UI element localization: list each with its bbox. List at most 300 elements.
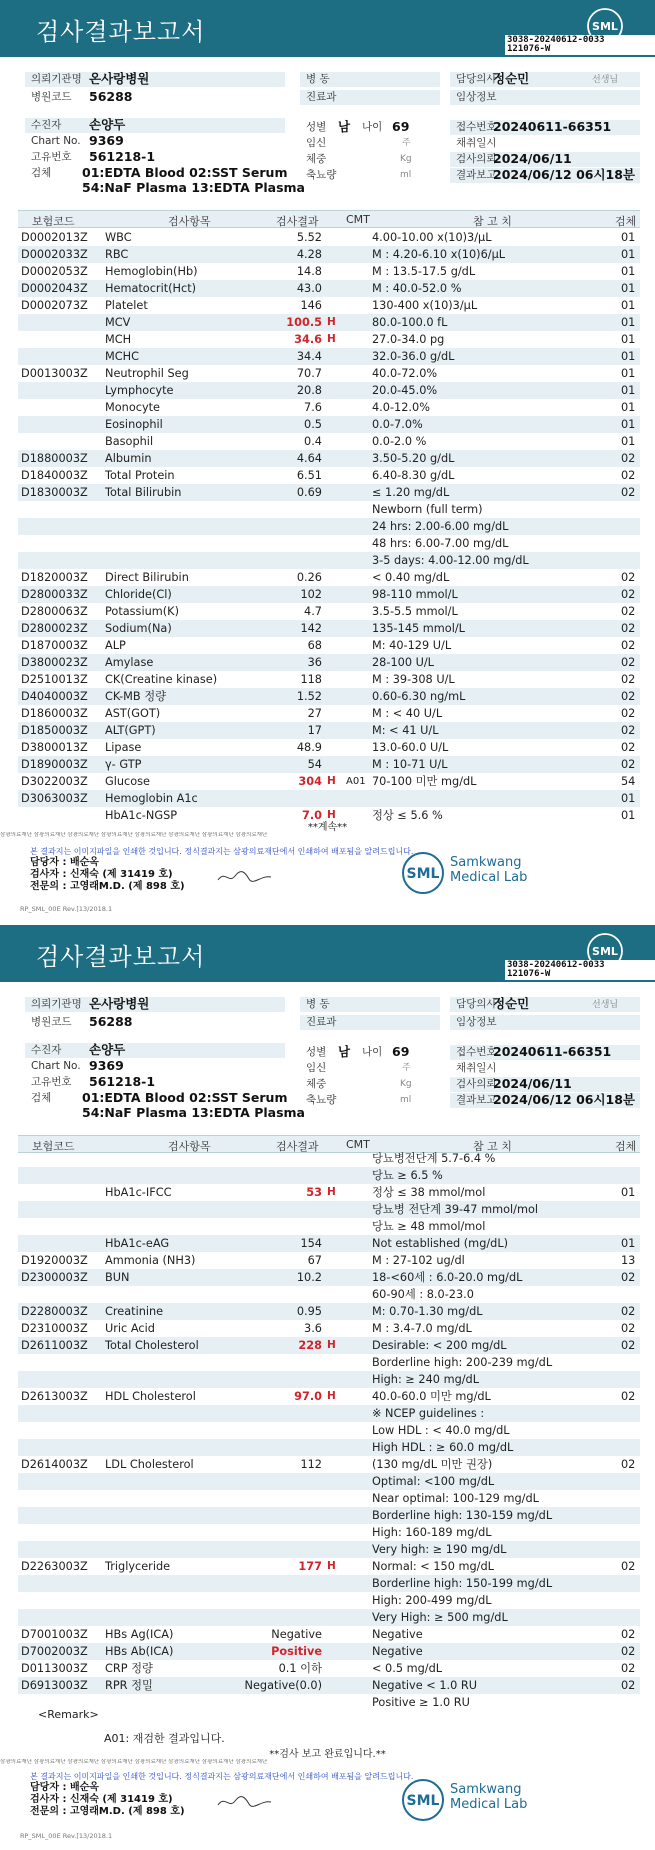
table-row bbox=[18, 1354, 640, 1371]
watermark-line: 삼광의료재단 삼광의료재단 삼광의료재단 삼광의료재단 삼광의료재단 삼광의료재단 삼광의료재단 삼광의료재단 bbox=[0, 832, 268, 838]
cell-result: 142 bbox=[300, 622, 322, 635]
table-row bbox=[18, 1473, 640, 1490]
cell-reference: 4.00-10.00 x(10)3/μL bbox=[372, 231, 492, 244]
cell-specimen: 02 bbox=[621, 1560, 636, 1573]
hospital-code-label: 병원코드 bbox=[31, 1016, 72, 1028]
cell-reference: 3.5-5.5 mmol/L bbox=[372, 605, 458, 618]
cell-specimen: 01 bbox=[621, 248, 636, 261]
cell-test-name: Total Cholesterol bbox=[105, 1339, 199, 1352]
cell-code: D2613003Z bbox=[21, 1390, 88, 1403]
signers: 담당자 : 배순옥 검사자 : 신재숙 (제 31419 호) 전문의 : 고영래M.D. (제 898 호) bbox=[30, 857, 185, 892]
cell-reference: Low HDL : < 40.0 mg/dL bbox=[372, 1424, 510, 1437]
table-row bbox=[18, 501, 640, 518]
table-row bbox=[18, 280, 640, 297]
table-row bbox=[18, 569, 640, 586]
cell-test-name: HbA1c-NGSP bbox=[105, 809, 178, 822]
cell-specimen: 01 bbox=[621, 792, 636, 805]
cell-test-name: HDL Cholesterol bbox=[105, 1390, 196, 1403]
cell-code: D3022003Z bbox=[21, 775, 88, 788]
cell-flag: H bbox=[327, 333, 336, 345]
cell-specimen: 01 bbox=[621, 1186, 636, 1199]
cell-test-name: Basophil bbox=[105, 435, 154, 448]
table-row bbox=[18, 365, 640, 382]
id-label: 고유번호 bbox=[31, 1076, 72, 1088]
cell-reference: 98-110 mmol/L bbox=[372, 588, 458, 601]
cell-flag: H bbox=[327, 1186, 336, 1198]
specimen-value-2: 54:NaF Plasma 13:EDTA Plasma bbox=[82, 180, 305, 195]
cell-reference: Borderline high: 200-239 mg/dL bbox=[372, 1356, 553, 1369]
cell-reference: 80.0-100.0 fL bbox=[372, 316, 448, 329]
table-row bbox=[18, 314, 640, 331]
cell-test-name: MCV bbox=[105, 316, 131, 329]
table-row bbox=[18, 1490, 640, 1507]
table-row bbox=[18, 1626, 640, 1643]
cell-specimen: 02 bbox=[621, 486, 636, 499]
report-date-label: 결과보고 bbox=[450, 168, 640, 183]
table-row bbox=[18, 756, 640, 773]
cell-code: D1870003Z bbox=[21, 639, 88, 652]
cell-specimen: 01 bbox=[621, 1237, 636, 1250]
cell-reference: 28-100 U/L bbox=[372, 656, 434, 669]
cell-reference: M : 40.0-52.0 % bbox=[372, 282, 462, 295]
cell-code: D7001003Z bbox=[21, 1628, 88, 1641]
clinical-label: 임상정보 bbox=[450, 90, 640, 105]
cell-reference: Not established (mg/dL) bbox=[372, 1237, 509, 1250]
svg-text:SML: SML bbox=[592, 945, 618, 958]
table-row bbox=[18, 1439, 640, 1456]
footer-code: RP_SML_00E Rev.[13/2018.1 bbox=[20, 1832, 113, 1840]
cell-result: 10.2 bbox=[296, 1271, 322, 1284]
cell-result: Positive bbox=[271, 1645, 322, 1658]
table-row bbox=[18, 1643, 640, 1660]
cell-reference: M : < 40 U/L bbox=[372, 707, 443, 720]
footer-code: RP_SML_00E Rev.[13/2018.1 bbox=[20, 905, 113, 913]
specimen-value-1: 01:EDTA Blood 02:SST Serum bbox=[82, 165, 288, 180]
table-row bbox=[18, 433, 640, 450]
sml-mark-icon bbox=[400, 850, 446, 896]
cell-result: 34.4 bbox=[296, 350, 322, 363]
cell-reference: Optimal: <100 mg/dL bbox=[372, 1475, 495, 1488]
cell-test-name: Creatinine bbox=[105, 1305, 164, 1318]
cell-test-name: Ammonia (NH3) bbox=[105, 1254, 196, 1267]
weight-unit: Kg bbox=[400, 154, 412, 164]
cell-result: 0.95 bbox=[296, 1305, 322, 1318]
request-label: 검사의뢰 bbox=[450, 1077, 640, 1092]
table-row bbox=[18, 1286, 640, 1303]
cell-specimen: 02 bbox=[621, 469, 636, 482]
patient-info bbox=[0, 995, 655, 1120]
table-row bbox=[18, 654, 640, 671]
table-row bbox=[18, 1337, 640, 1354]
cell-reference: High: ≥ 240 mg/dL bbox=[372, 1373, 480, 1386]
table-row bbox=[18, 1303, 640, 1320]
complete-marker: **검사 보고 완료입니다.** bbox=[269, 1749, 386, 1760]
cell-reference: 130-400 x(10)3/μL bbox=[372, 299, 478, 312]
cell-test-name: RPR 정밀 bbox=[105, 1679, 153, 1692]
cell-test-name: HbA1c-eAG bbox=[105, 1237, 170, 1250]
age-label: 나이 bbox=[362, 121, 383, 133]
cell-reference: M: < 41 U/L bbox=[372, 724, 439, 737]
receipt-label: 접수번호 bbox=[450, 1045, 640, 1060]
cell-code: D0002073Z bbox=[21, 299, 88, 312]
table-row bbox=[18, 1167, 640, 1184]
hospital-label: 의뢰기관명 bbox=[25, 997, 285, 1012]
table-row bbox=[18, 450, 640, 467]
urine-label: 축뇨량 bbox=[306, 1094, 337, 1106]
cell-code: D2510013Z bbox=[21, 673, 88, 686]
specimen-value-2: 54:NaF Plasma 13:EDTA Plasma bbox=[82, 1105, 305, 1120]
cell-test-name: ALT(GPT) bbox=[105, 724, 156, 737]
patient-label: 수진자 bbox=[25, 118, 285, 133]
cell-reference: ※ NCEP guidelines : bbox=[372, 1407, 485, 1420]
table-row bbox=[18, 263, 640, 280]
sml-mark-icon bbox=[400, 1777, 446, 1823]
lab-name: Samkwang Medical Lab bbox=[450, 855, 528, 885]
preg-unit: 주 bbox=[402, 1063, 411, 1073]
table-row bbox=[18, 467, 640, 484]
cell-specimen: 01 bbox=[621, 282, 636, 295]
table-row bbox=[18, 1320, 640, 1337]
cell-reference: M : 13.5-17.5 g/dL bbox=[372, 265, 476, 278]
cell-reference: 당뇨 ≥ 48 mmol/mol bbox=[372, 1220, 486, 1233]
cell-specimen: 02 bbox=[621, 690, 636, 703]
cell-reference: 3.50-5.20 g/dL bbox=[372, 452, 455, 465]
cell-reference: ≤ 1.20 mg/dL bbox=[372, 486, 450, 499]
cell-result: 118 bbox=[300, 673, 322, 686]
cell-test-name: CK-MB 정량 bbox=[105, 690, 167, 703]
cell-result: 70.7 bbox=[296, 367, 322, 380]
hospital-label: 의뢰기관명 bbox=[25, 72, 285, 87]
dept-label: 진료과 bbox=[300, 90, 440, 105]
table-row bbox=[18, 416, 640, 433]
cell-result: 154 bbox=[300, 1237, 322, 1250]
hospital-code-value: 56288 bbox=[89, 1014, 133, 1029]
urine-label: 축뇨량 bbox=[306, 169, 337, 181]
cell-test-name: Triglyceride bbox=[105, 1560, 171, 1573]
cell-reference: Normal: < 150 mg/dL bbox=[372, 1560, 494, 1573]
cell-test-name: AST(GOT) bbox=[105, 707, 161, 720]
table-row bbox=[18, 1269, 640, 1286]
cell-reference: < 0.40 mg/dL bbox=[372, 571, 450, 584]
cell-test-name: Total Protein bbox=[105, 469, 175, 482]
cell-specimen: 02 bbox=[621, 1458, 636, 1471]
cell-result: 27 bbox=[307, 707, 322, 720]
cell-reference: 0.0-7.0% bbox=[372, 418, 423, 431]
collect-label: 채취일시 bbox=[456, 1062, 497, 1074]
cell-result: 17 bbox=[307, 724, 322, 737]
specimen-label: 검체 bbox=[31, 167, 52, 179]
cell-code: D1820003Z bbox=[21, 571, 88, 584]
cell-test-name: HbA1c-IFCC bbox=[105, 1186, 172, 1199]
cell-result: 36 bbox=[307, 656, 322, 669]
age-value: 69 bbox=[392, 119, 410, 134]
table-row bbox=[18, 790, 640, 807]
cell-reference: M : 3.4-7.0 mg/dL bbox=[372, 1322, 472, 1335]
cell-reference: 32.0-36.0 g/dL bbox=[372, 350, 455, 363]
cell-reference: < 0.5 mg/dL bbox=[372, 1662, 443, 1675]
results-table-header: 보험코드 검사항목 검사결과 CMT 참 고 치 검체 bbox=[18, 1135, 640, 1153]
table-row bbox=[18, 1235, 640, 1252]
cell-reference: Negative bbox=[372, 1645, 423, 1658]
cell-reference: High: 200-499 mg/dL bbox=[372, 1594, 492, 1607]
cell-result: 7.0 bbox=[301, 809, 322, 822]
cell-reference: 20.0-45.0% bbox=[372, 384, 438, 397]
cell-test-name: Albumin bbox=[105, 452, 152, 465]
cell-flag: H bbox=[327, 809, 336, 821]
cell-test-name: Direct Bilirubin bbox=[105, 571, 189, 584]
cell-result: 102 bbox=[300, 588, 322, 601]
cell-specimen: 02 bbox=[621, 741, 636, 754]
cell-result: 5.52 bbox=[296, 231, 322, 244]
cell-result: 0.5 bbox=[304, 418, 322, 431]
cell-test-name: HBs Ag(ICA) bbox=[105, 1628, 174, 1641]
cell-test-name: RBC bbox=[105, 248, 129, 261]
cell-specimen: 02 bbox=[621, 622, 636, 635]
cell-specimen: 01 bbox=[621, 350, 636, 363]
report-code: 3038-20240612-0033 121076-W bbox=[505, 35, 655, 55]
cell-code: D1880003Z bbox=[21, 452, 88, 465]
cell-result: 1.52 bbox=[296, 690, 322, 703]
table-row bbox=[18, 1524, 640, 1541]
cell-flag: H bbox=[327, 316, 336, 328]
cell-flag: H bbox=[327, 775, 336, 787]
cell-code: D1920003Z bbox=[21, 1254, 88, 1267]
cell-result: 0.69 bbox=[296, 486, 322, 499]
cell-result: 4.7 bbox=[304, 605, 322, 618]
specimen-value-1: 01:EDTA Blood 02:SST Serum bbox=[82, 1090, 288, 1105]
table-row bbox=[18, 348, 640, 365]
doctor-label: 담당의사 bbox=[450, 72, 640, 87]
cell-specimen: 13 bbox=[621, 1254, 636, 1267]
cell-comment: A01 bbox=[346, 776, 366, 787]
table-row bbox=[18, 739, 640, 756]
results-table-header: 보험코드 검사항목 검사결과 CMT 참 고 치 검체 bbox=[18, 210, 640, 228]
cell-reference: Near optimal: 100-129 mg/dL bbox=[372, 1492, 539, 1505]
sex-value: 남 bbox=[338, 1044, 351, 1059]
cell-specimen: 02 bbox=[621, 639, 636, 652]
doctor-suffix: 선생님 bbox=[592, 1000, 619, 1010]
cell-reference: Desirable: < 200 mg/dL bbox=[372, 1339, 507, 1352]
cell-test-name: CRP 정량 bbox=[105, 1662, 153, 1675]
cell-result: 4.28 bbox=[296, 248, 322, 261]
cell-flag: H bbox=[327, 1390, 336, 1402]
weight-unit: Kg bbox=[400, 1079, 412, 1089]
cell-test-name: MCHC bbox=[105, 350, 140, 363]
cell-reference: Very High: ≥ 500 mg/dL bbox=[372, 1611, 508, 1624]
cell-code: D6913003Z bbox=[21, 1679, 88, 1692]
cell-test-name: Amylase bbox=[105, 656, 154, 669]
cell-code: D2280003Z bbox=[21, 1305, 88, 1318]
results-table-page-1 bbox=[18, 229, 640, 824]
table-row bbox=[18, 1558, 640, 1575]
cell-code: D7002003Z bbox=[21, 1645, 88, 1658]
cell-test-name: γ- GTP bbox=[105, 758, 142, 771]
urine-unit: ml bbox=[400, 1095, 412, 1105]
chart-label: Chart No. bbox=[31, 1060, 81, 1072]
signature-icon bbox=[215, 1791, 275, 1813]
cell-code: D0002043Z bbox=[21, 282, 88, 295]
cell-reference: Borderline high: 130-159 mg/dL bbox=[372, 1509, 553, 1522]
table-row bbox=[18, 552, 640, 569]
hospital-code-value: 56288 bbox=[89, 89, 133, 104]
watermark-line: 삼광의료재단 삼광의료재단 삼광의료재단 삼광의료재단 삼광의료재단 삼광의료재단 삼광의료재단 삼광의료재단 bbox=[0, 1759, 268, 1765]
continue-marker: **계속** bbox=[307, 822, 348, 833]
cell-code: D1850003Z bbox=[21, 724, 88, 737]
report-header bbox=[0, 0, 655, 57]
cell-reference: 4.0-12.0% bbox=[372, 401, 430, 414]
cell-code: D0002053Z bbox=[21, 265, 88, 278]
sex-value: 남 bbox=[338, 119, 351, 134]
cell-code: D0113003Z bbox=[21, 1662, 88, 1675]
id-value: 561218-1 bbox=[89, 1074, 156, 1089]
cell-reference: Very high: ≥ 190 mg/dL bbox=[372, 1543, 507, 1556]
doctor-value: 정순민 bbox=[493, 71, 530, 86]
cell-reference: 60-90세 : 8.0-23.0 bbox=[372, 1288, 474, 1301]
cell-result: 0.26 bbox=[296, 571, 322, 584]
table-row bbox=[18, 1456, 640, 1473]
table-row bbox=[18, 1150, 640, 1167]
cell-test-name: CK(Creatine kinase) bbox=[105, 673, 218, 686]
cell-specimen: 02 bbox=[621, 707, 636, 720]
cell-specimen: 01 bbox=[621, 384, 636, 397]
table-row bbox=[18, 535, 640, 552]
table-row bbox=[18, 1694, 640, 1711]
cell-specimen: 01 bbox=[621, 401, 636, 414]
cell-specimen: 02 bbox=[621, 588, 636, 601]
cell-result: 0.1 이하 bbox=[278, 1662, 322, 1675]
cell-result: 146 bbox=[300, 299, 322, 312]
cell-reference: 당뇨 ≥ 6.5 % bbox=[372, 1169, 443, 1182]
cell-result: 48.9 bbox=[296, 741, 322, 754]
cell-reference: M : 39-308 U/L bbox=[372, 673, 455, 686]
cell-code: D2800063Z bbox=[21, 605, 88, 618]
cell-reference: 0.60-6.30 ng/mL bbox=[372, 690, 466, 703]
cell-test-name: Monocyte bbox=[105, 401, 161, 414]
cell-code: D2263003Z bbox=[21, 1560, 88, 1573]
doctor-label: 담당의사 bbox=[450, 997, 640, 1012]
cell-test-name: Chloride(Cl) bbox=[105, 588, 172, 601]
patient-label: 수진자 bbox=[25, 1043, 285, 1058]
cell-reference: (130 mg/dL 미만 권장) bbox=[372, 1458, 493, 1471]
sex-label: 성별 bbox=[306, 1046, 327, 1058]
cell-result: 3.6 bbox=[304, 1322, 322, 1335]
cell-specimen: 02 bbox=[621, 1390, 636, 1403]
cell-flag: H bbox=[327, 1339, 336, 1351]
cell-specimen: 01 bbox=[621, 435, 636, 448]
patient-info bbox=[0, 70, 655, 195]
print-notice: 본 결과지는 이미지파일을 인쇄한 것입니다. 정식결과지는 삼광의료재단에서 인쇄하여 배포됨을 알려드립니다. bbox=[30, 1772, 414, 1781]
cell-specimen: 02 bbox=[621, 724, 636, 737]
hospital-value: 온사랑병원 bbox=[89, 71, 150, 86]
cell-result: 34.6 bbox=[294, 333, 322, 346]
table-row bbox=[18, 1609, 640, 1626]
report-date-label: 결과보고 bbox=[450, 1093, 640, 1108]
cell-code: D1840003Z bbox=[21, 469, 88, 482]
table-row bbox=[18, 1388, 640, 1405]
cell-reference: 6.40-8.30 g/dL bbox=[372, 469, 455, 482]
hospital-code-label: 병원코드 bbox=[31, 91, 72, 103]
request-label: 검사의뢰 bbox=[450, 152, 640, 167]
cell-reference: 70-100 미만 mg/dL bbox=[372, 775, 477, 788]
cell-reference: 13.0-60.0 U/L bbox=[372, 741, 449, 754]
cell-test-name: Potassium(K) bbox=[105, 605, 179, 618]
cell-result: 228 bbox=[298, 1339, 322, 1352]
cell-test-name: BUN bbox=[105, 1271, 130, 1284]
table-row bbox=[18, 518, 640, 535]
cell-reference: M: 0.70-1.30 mg/dL bbox=[372, 1305, 483, 1318]
cell-test-name: Eosinophil bbox=[105, 418, 163, 431]
age-label: 나이 bbox=[362, 1046, 383, 1058]
cell-result: Negative(0.0) bbox=[244, 1679, 322, 1692]
cell-specimen: 01 bbox=[621, 265, 636, 278]
table-row bbox=[18, 603, 640, 620]
cell-test-name: Neutrophil Seg bbox=[105, 367, 189, 380]
receipt-label: 접수번호 bbox=[450, 120, 640, 135]
table-row bbox=[18, 1252, 640, 1269]
table-row bbox=[18, 246, 640, 263]
report-title: 검사결과보고서 bbox=[36, 943, 206, 971]
urine-unit: ml bbox=[400, 170, 412, 180]
cell-specimen: 01 bbox=[621, 418, 636, 431]
id-value: 561218-1 bbox=[89, 149, 156, 164]
print-notice: 본 결과지는 이미지파일을 인쇄한 것입니다. 정식결과지는 삼광의료재단에서 인쇄하여 배포됨을 알려드립니다. bbox=[30, 847, 414, 856]
cell-reference: 3-5 days: 4.00-12.00 mg/dL bbox=[372, 554, 529, 567]
cell-specimen: 02 bbox=[621, 1339, 636, 1352]
svg-text:SML: SML bbox=[406, 866, 440, 882]
cell-specimen: 02 bbox=[621, 1662, 636, 1675]
cell-code: D0002013Z bbox=[21, 231, 88, 244]
cell-specimen: 02 bbox=[621, 656, 636, 669]
cell-result: 14.8 bbox=[296, 265, 322, 278]
cell-reference: 정상 ≤ 5.6 % bbox=[372, 809, 443, 822]
cell-reference: 당뇨병 전단계 39-47 mmol/mol bbox=[372, 1203, 538, 1216]
table-row bbox=[18, 1541, 640, 1558]
report-title: 검사결과보고서 bbox=[36, 18, 206, 46]
cell-test-name: Hematocrit(Hct) bbox=[105, 282, 197, 295]
cell-test-name: Lymphocyte bbox=[105, 384, 174, 397]
ward-label: 병 동 bbox=[300, 72, 440, 87]
cell-result: Negative bbox=[271, 1628, 322, 1641]
weight-label: 체중 bbox=[306, 153, 327, 165]
table-row bbox=[18, 1677, 640, 1694]
table-row bbox=[18, 399, 640, 416]
cell-reference: 18-<60세 : 6.0-20.0 mg/dL bbox=[372, 1271, 523, 1284]
cell-reference: 135-145 mmol/L bbox=[372, 622, 465, 635]
cell-reference: 40.0-60.0 미만 mg/dL bbox=[372, 1390, 491, 1403]
cell-result: 177 bbox=[298, 1560, 322, 1573]
request-value: 2024/06/11 bbox=[493, 1076, 572, 1091]
cell-result: 7.6 bbox=[304, 401, 322, 414]
cell-result: 304 bbox=[298, 775, 322, 788]
cell-test-name: Lipase bbox=[105, 741, 142, 754]
table-row bbox=[18, 1218, 640, 1235]
table-row bbox=[18, 229, 640, 246]
cell-specimen: 54 bbox=[621, 775, 636, 788]
age-value: 69 bbox=[392, 1044, 410, 1059]
cell-result: 6.51 bbox=[296, 469, 322, 482]
patient-value: 손양두 bbox=[89, 117, 126, 132]
signature-icon bbox=[215, 866, 275, 888]
table-row bbox=[18, 586, 640, 603]
cell-reference: Positive ≥ 1.0 RU bbox=[372, 1696, 470, 1709]
chart-label: Chart No. bbox=[31, 135, 81, 147]
cell-specimen: 01 bbox=[621, 333, 636, 346]
cell-result: 43.0 bbox=[296, 282, 322, 295]
cell-test-name: ALP bbox=[105, 639, 126, 652]
table-row bbox=[18, 671, 640, 688]
lab-name: Samkwang Medical Lab bbox=[450, 1782, 528, 1812]
cell-test-name: Hemoglobin A1c bbox=[105, 792, 198, 805]
